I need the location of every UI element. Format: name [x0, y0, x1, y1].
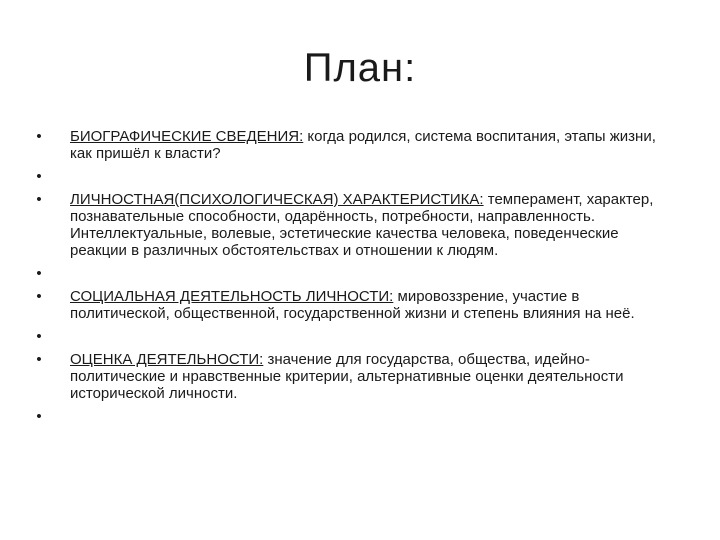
list-item-social: [30, 288, 670, 322]
item-heading: ЛИЧНОСТНАЯ(ПСИХОЛОГИЧЕСКАЯ) ХАРАКТЕРИСТИКА:: [70, 191, 484, 208]
item-text: значение для государства, общества, идейно-политические и нравственные критерии, альтернативные оценки деятельности исторической личности.: [70, 351, 624, 402]
item-text: темперамент, характер, познавательные способности, одарённость, потребности, направленность. Интеллектуальные, волевые, эстетические качества человека, поведенческие реакции в различных обстоятельствах и отношении к людям.: [70, 191, 654, 259]
bullet-icon: •: [36, 128, 42, 145]
item-heading: ОЦЕНКА ДЕЯТЕЛЬНОСТИ:: [70, 351, 264, 368]
bullet-icon: •: [36, 328, 42, 345]
item-text: когда родился, система воспитания, этапы жизни, как пришёл к власти?: [70, 128, 656, 162]
list-item-empty: [30, 168, 670, 185]
plan-list: [30, 128, 670, 431]
list-item-psychology: [30, 191, 670, 259]
list-item-assessment: [30, 351, 670, 402]
item-heading: БИОГРАФИЧЕСКИЕ СВЕДЕНИЯ:: [70, 128, 304, 145]
bullet-icon: •: [36, 408, 42, 425]
item-text: мировоззрение, участие в политической, общественной, государственной жизни и степень влияния на неё.: [70, 288, 635, 322]
bullet-icon: •: [36, 168, 42, 185]
item-heading: СОЦИАЛЬНАЯ ДЕЯТЕЛЬНОСТЬ ЛИЧНОСТИ:: [70, 288, 394, 305]
bullet-icon: •: [36, 288, 42, 305]
list-item-empty: [30, 328, 670, 345]
bullet-icon: •: [36, 265, 42, 282]
list-item-biography: [30, 128, 670, 162]
bullet-icon: •: [36, 191, 42, 208]
list-item-empty: [30, 265, 670, 282]
bullet-icon: •: [36, 351, 42, 368]
slide-title: План:: [303, 46, 417, 90]
list-item-empty: [30, 408, 670, 425]
